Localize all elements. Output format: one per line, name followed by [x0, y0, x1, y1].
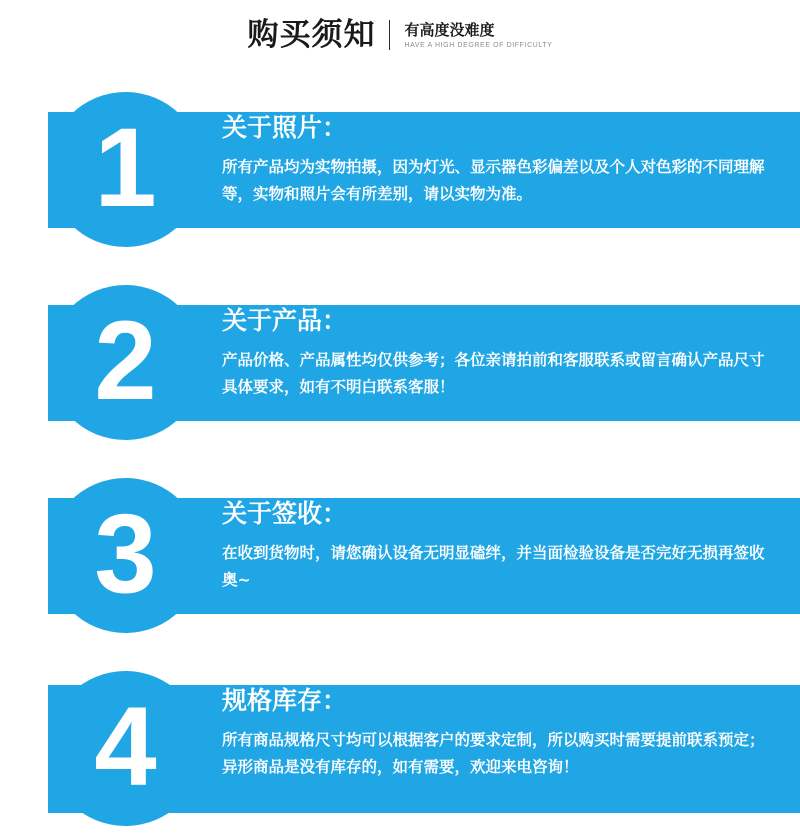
section-body: 所有产品均为实物拍摄，因为灯光、显示器色彩偏差以及个人对色彩的不同理解等，实物和照片会有所差别，请以实物为准。 — [222, 157, 765, 203]
section-content — [222, 500, 778, 594]
header-subtitle-group — [404, 21, 552, 50]
section-body: 所有商品规格尺寸均可以根据客户的要求定制，所以购买时需要提前联系预定；异形商品是没有库存的，如有需要，欢迎来电咨询！ — [222, 730, 765, 776]
notice-section — [0, 478, 800, 633]
section-number-badge — [48, 478, 203, 633]
header-subtitle: 有高度没难度 — [404, 20, 495, 39]
section-number: 4 — [94, 683, 157, 809]
section-number: 1 — [94, 104, 157, 230]
section-body: 产品价格、产品属性均仅供参考；各位亲请拍前和客服联系或留言确认产品尺寸具体要求，如有不明白联系客服！ — [222, 350, 765, 396]
section-title: 关于照片： — [222, 113, 348, 142]
header-subtitle-english: HAVE A HIGH DEGREE OF DIFFICULTY — [404, 42, 553, 50]
section-number-badge — [48, 671, 203, 826]
header-divider — [389, 20, 390, 50]
notice-section — [0, 92, 800, 247]
section-body: 在收到货物时，请您确认设备无明显磕绊，并当面检验设备是否完好无损再签收奥~ — [222, 543, 765, 589]
section-number: 2 — [94, 297, 157, 423]
section-title: 关于产品： — [222, 306, 348, 335]
section-content — [222, 114, 778, 208]
page-title: 购买须知 — [247, 16, 376, 53]
section-number: 3 — [94, 490, 157, 616]
section-content — [222, 307, 778, 401]
section-title: 关于签收： — [222, 499, 348, 528]
notice-section — [0, 285, 800, 440]
section-number-badge — [48, 285, 203, 440]
section-number-badge — [48, 92, 203, 247]
notice-sections — [0, 62, 800, 826]
section-content — [222, 687, 778, 781]
page-header — [0, 0, 800, 62]
section-title: 规格库存： — [222, 686, 348, 715]
notice-section — [0, 671, 800, 826]
